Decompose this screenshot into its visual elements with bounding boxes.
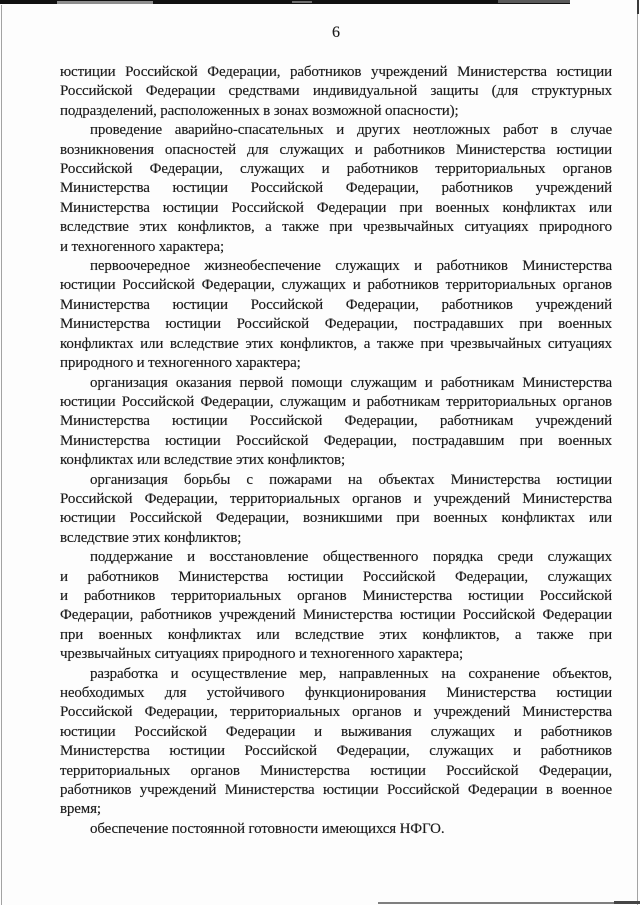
text-line: юстиции Российской Федерации, работников учреждений Министерства юстиции <box>60 64 612 80</box>
text-line: конфликтах или вследствие этих конфликтов, а также при чрезвычайных ситуациях <box>60 335 612 352</box>
text-line: Министерства юстиции Российской Федерации, работникам учреждений <box>60 413 612 430</box>
scan-artifact-right-edge <box>637 0 638 905</box>
scan-artifact-segment <box>637 0 639 14</box>
text-line: необходимых для устойчивого функционирования Министерства юстиции <box>60 685 612 701</box>
text-line: первоочередное жизнеобеспечение служащих и работников Министерства <box>90 258 612 275</box>
text-line: Министерства юстиции Российской Федерации, работников учреждений <box>60 296 612 313</box>
text-line: обеспечение постоянной готовности имеющихся НФГО. <box>90 820 445 837</box>
document-content <box>60 0 612 839</box>
page-number: 6 <box>332 24 340 41</box>
text-line: организация оказания первой помощи служащим и работникам Министерства <box>90 374 612 391</box>
text-line: вследствие этих конфликтов; <box>60 529 242 546</box>
paragraph <box>60 121 612 257</box>
text-line: Российской Федерации, территориальных органов и учреждений Министерства <box>60 490 612 507</box>
text-line: природного и техногенного характера; <box>60 355 301 372</box>
text-line: подразделений, расположенных в зонах возможной опасности); <box>60 102 459 119</box>
text-line: Министерства юстиции Российской Федерации, служащих и работников <box>60 743 612 760</box>
text-line: и работников территориальных органов Министерства юстиции Российской <box>60 587 612 604</box>
text-line: Российской Федерации, территориальных органов и учреждений Министерства <box>60 704 612 721</box>
text-line: Министерства юстиции Российской Федерации, пострадавшим при военных <box>60 432 612 449</box>
text-line: разработка и осуществление мер, направленных на сохранение объектов, <box>90 665 612 682</box>
paragraph <box>60 257 612 373</box>
text-line: Российской Федерации, служащих и работников территориальных органов <box>60 161 612 178</box>
text-line: юстиции Российской Федерации, служащим и работникам территориальных органов <box>60 393 612 410</box>
scan-artifact-segment <box>614 901 640 904</box>
text-line: чрезвычайных ситуациях природного и техногенного характера; <box>60 646 463 663</box>
document-body <box>60 63 612 839</box>
paragraph <box>60 665 612 820</box>
text-line: конфликтах или вследствие этих конфликтов; <box>60 452 345 469</box>
text-line: юстиции Российской Федерации и выживания служащих и работников <box>60 723 612 740</box>
paragraph <box>60 548 612 664</box>
paragraph <box>60 374 612 471</box>
text-line: Министерства юстиции Российской Федерации при военных конфликтах или <box>60 199 612 216</box>
paragraph <box>60 471 612 549</box>
scan-artifact-bottom-edge <box>378 902 640 904</box>
text-line: юстиции Российской Федерации, служащих и работников территориальных органов <box>60 277 612 294</box>
text-line: Министерства юстиции Российской Федерации, работников учреждений <box>60 180 612 197</box>
text-line: проведение аварийно-спасательных и других неотложных работ в случае <box>90 122 612 139</box>
text-line: вследствие этих конфликтов, а также при чрезвычайных ситуациях природного <box>60 219 612 236</box>
text-line: и работников Министерства юстиции Российской Федерации, служащих <box>60 568 612 585</box>
text-line: время; <box>60 801 101 818</box>
scan-artifact-left-edge <box>1 5 2 905</box>
text-line: организация борьбы с пожарами на объектах Министерства юстиции <box>90 471 612 488</box>
text-line: возникновения опасностей для служащих и работников Министерства юстиции <box>60 141 612 158</box>
text-line: работников учреждений Министерства юстиции Российской Федерации в военное <box>60 782 612 799</box>
text-line: территориальных органов Министерства юстиции Российской Федерации, <box>60 762 612 779</box>
paragraph <box>60 820 612 839</box>
text-line: поддержание и восстановление общественного порядка среди служащих <box>90 549 612 566</box>
text-line: Министерства юстиции Российской Федерации, пострадавших при военных <box>60 316 612 333</box>
text-line: при военных конфликтах или вследствие этих конфликтов, а также при <box>60 626 612 643</box>
text-line: и техногенного характера; <box>60 238 225 255</box>
text-line: Российской Федерации средствами индивидуальной защиты (для структурных <box>60 83 612 100</box>
text-line: Федерации, работников учреждений Министерства юстиции Российской Федерации <box>60 607 612 624</box>
paragraph <box>60 63 612 121</box>
text-line: юстиции Российской Федерации, возникшими при военных конфликтах или <box>60 510 612 527</box>
